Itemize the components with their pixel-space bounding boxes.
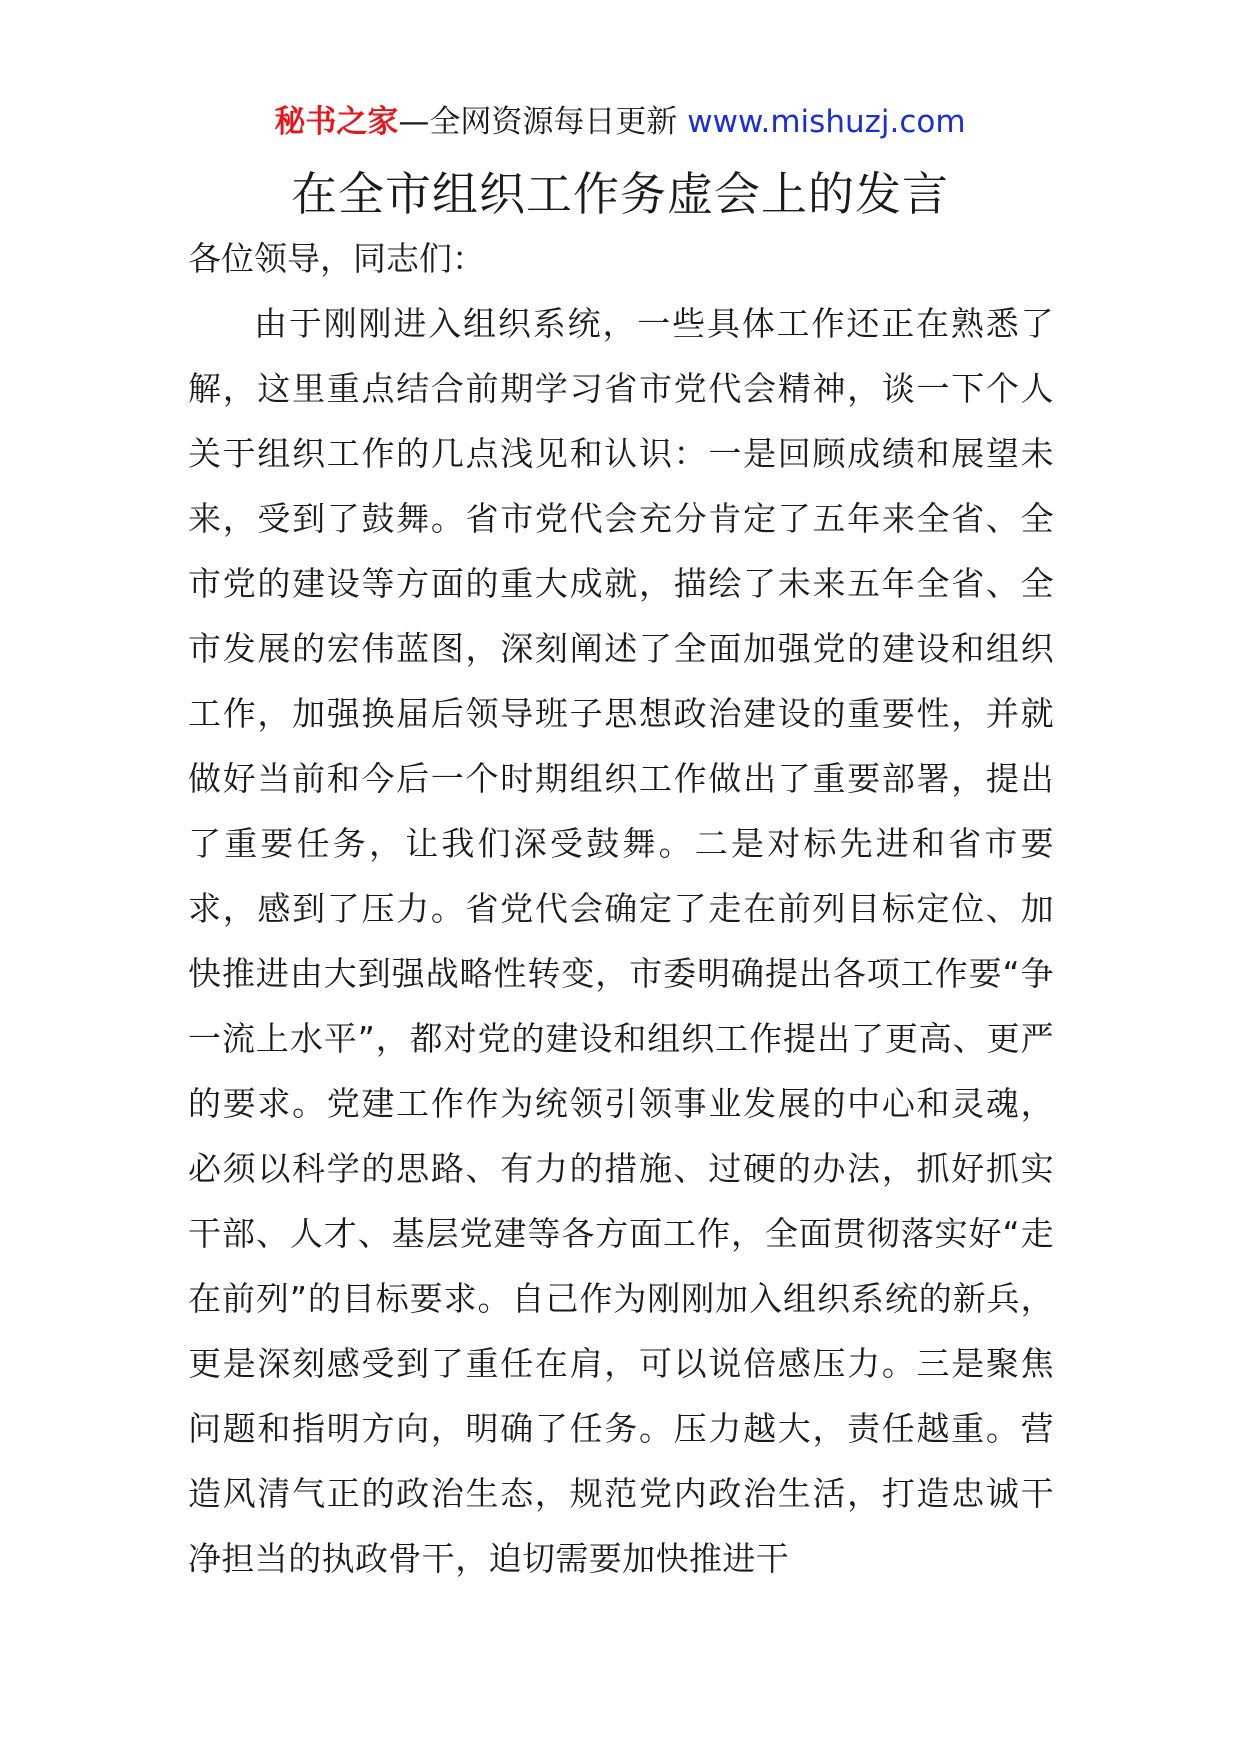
header-slogan: —全网资源每日更新: [398, 104, 688, 140]
brand-name: 秘书之家: [274, 104, 399, 140]
salutation: 各位领导，同志们：: [188, 239, 485, 278]
site-header: [0, 100, 1240, 144]
site-link[interactable]: www.mishuzj.com: [687, 104, 966, 140]
document-title: 在全市组织工作务虚会上的发言: [291, 167, 949, 221]
body-paragraph: 由于刚刚进入组织系统，一些具体工作还正在熟悉了解，这里重点结合前期学习省市党代会精神，谈一下个人关于组织工作的几点浅见和认识：一是回顾成绩和展望未来，受到了鼓舞。省市党代会充分肯定了五年来全省、全市党的建设等方面的重大成就，描绘了未来五年全省、全市发展的宏伟蓝图，深刻阐述了全面加强党的建设和组织工作，加强换届后领导班子思想政治建设的重要性，并就做好当前和今后一个时期组织工作做出了重要部署，提出了重要任务，让我们深受鼓舞。二是对标先进和省市要求，感到了压力。省党代会确定了走在前列目标定位、加快推进由大到强战略性转变，市委明确提出各项工作要“争一流上水平”，都对党的建设和组织工作提出了更高、更严的要求。党建工作作为统领引领事业发展的中心和灵魂，必须以科学的思路、有力的措施、过硬的办法，抓好抓实干部、人才、基层党建等各方面工作，全面贯彻落实好“走在前列”的目标要求。自己作为刚刚加入组织系统的新兵，更是深刻感受到了重任在肩，可以说倍感压力。三是聚焦问题和指明方向，明确了任务。压力越大，责任越重。营造风清气正的政治生态，规范党内政治生活，打造忠诚干净担当的执政骨干，迫切需要加快推进干: [188, 304, 1054, 1578]
document-body: [188, 226, 1054, 1591]
